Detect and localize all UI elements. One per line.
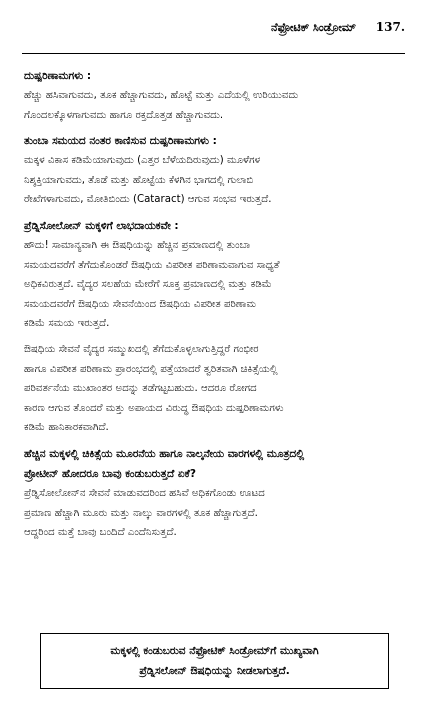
text-line: ಸಮಯದವರೆಗೆ ಔಷಧಿಯ ಸೇವನೆಯಿಂದ ಔಷಧಿಯ ವಿಪರೀತ ಪರಿಣಾಮ xyxy=(24,298,257,310)
main-content xyxy=(24,62,405,549)
text-line: ಆದ್ದರಿಂದ ಮತ್ತೆ ಬಾವು ಬಂದಿದೆ ಎಂದೆನಿಸುತ್ತದೆ. xyxy=(24,527,177,539)
text-line: ಮಕ್ಕಳ ವಿಕಾಸ ಕಡಿಮೆಯಾಗುವುದು (ಎತ್ತರ ಬೆಳೆಯದಿರುವುದು) ಮೂಳೆಗಳ xyxy=(24,155,261,167)
section-heading-long-term-effects: ತುಂಬಾ ಸಮಯದ ನಂತರ ಕಾಣಿಸುವ ದುಷ್ಪರಿಣಾಮಗಳು : xyxy=(24,135,217,148)
paragraph xyxy=(24,484,405,543)
paragraph xyxy=(24,151,405,210)
paragraph xyxy=(24,236,405,334)
paragraph xyxy=(24,86,405,125)
text-line: ಪರಿವರ್ತನೆಯ ಮುಖಾಂತರ ಅದನ್ನು ತಡೆಗಟ್ಟಬಹುದು. ಆದರೂ ರೋಗದ xyxy=(24,383,257,395)
text-line: ಔಷಧಿಯ ಸೇವನೆ ವೈದ್ಯರ ಸಮ್ಮುಖದಲ್ಲಿ ತೆಗೆದುಕೊಳ್ಳಲಾಗುತ್ತಿದ್ದರೆ ಗಂಭೀರ xyxy=(24,343,259,355)
text-line: ಹೌದು! ಸಾಮಾನ್ಯವಾಗಿ ಈ ಔಷಧಿಯನ್ನು ಹೆಚ್ಚಿನ ಪ್ರಮಾಣದಲ್ಲಿ ತುಂಬಾ xyxy=(24,239,251,251)
text-line: ಗೊಂದಲಕ್ಕೊಳಗಾಗುವದು ಹಾಗೂ ರಕ್ತದೊತ್ತಡ ಹೆಚ್ಚಾಗುವದು. xyxy=(24,109,224,121)
text-line: ಅಧಿಕವಿರುತ್ತದೆ. ವೈದ್ಯರ ಸಲಹೆಯ ಮೇರೆಗೆ ಸೂಕ್ತ ಪ್ರಮಾಣದಲ್ಲಿ ಮತ್ತು ಕಡಿಮೆ xyxy=(24,279,272,291)
text-line: ಕಡಿಮೆ ಸಮಯ ಇರುತ್ತದೆ. xyxy=(24,318,110,330)
section-heading-swelling-question: ಹೆಚ್ಚಿನ ಮಕ್ಕಳಲ್ಲಿ ಚಿಕಿತ್ಸೆಯ ಮೂರನೆಯ ಹಾಗೂ ನಾಲ್ಕನೇಯ ವಾರಗಳಲ್ಲಿ ಮೂತ್ರದಲ್ಲಿ xyxy=(24,447,305,460)
text-line: ನಿಶ್ಶಕ್ತಿಯಾಗುವದು, ತೊಡೆ ಮತ್ತು ಹೊಟ್ಟೆಯ ಕೆಳಗಿನ ಭಾಗದಲ್ಲಿ ಗುಲಾಬಿ xyxy=(24,174,254,186)
note-line: ಪ್ರೆಡ್ನಿಸಲೋನ್ ಔಷಧಿಯನ್ನು ನೀಡಲಾಗುತ್ತದೆ. xyxy=(139,665,290,677)
text-line: ಕಡಿಮೆ ಹಾನಿಕಾರಕವಾಗಿದೆ. xyxy=(24,422,109,434)
header-rule xyxy=(22,53,405,54)
running-header xyxy=(271,20,405,35)
note-line: ಮಕ್ಕಳಲ್ಲಿ ಕಂಡುಬರುವ ನೆಫ್ರೋಟಿಕ್ ಸಿಂಡ್ರೋಮ್‌ಗೆ ಮುಖ್ಯವಾಗಿ xyxy=(110,645,319,657)
page-number: 137. xyxy=(375,20,405,34)
text-line: ಪ್ರಮಾಣ ಹೆಚ್ಚಾಗಿ ಮೂರು ಮತ್ತು ನಾಲ್ಕು ವಾರಗಳಲ್ಲಿ ತೂಕ ಹೆಚ್ಚಾಗುತ್ತದೆ. xyxy=(24,507,258,519)
paragraph xyxy=(24,340,405,438)
text-line: ಕಾರಣ ಆಗುವ ತೊಂದರೆ ಮತ್ತು ಅಪಾಯದ ವಿರುದ್ಧ ಔಷಧಿಯ ದುಷ್ಪರಿಣಾಮಗಳು xyxy=(24,402,284,414)
text-line: ಸಮಯದವರೆಗೆ ತೆಗೆದುಕೊಂಡರೆ ಔಷಧಿಯ ವಿಪರೀತ ಪರಿಣಾಮವಾಗುವ ಸಾಧ್ಯತೆ xyxy=(24,259,280,271)
text-line: ಪ್ರೆಡ್ನಿಸೋಲೋನ್‌ನ ಸೇವನೆ ಮಾಡುವದರಿಂದ ಹಸಿವೆ ಅಧಿಕಗೊಂಡು ಊಟದ xyxy=(24,487,265,499)
section-heading-benefit: ಪ್ರೆಡ್ನಿಸೋಲೋನ್ ಮಕ್ಕಳಿಗೆ ಲಾಭದಾಯಕವೇ : xyxy=(24,219,179,232)
text-line: ರೇಖೆಗಳಾಗುವದು, ಮೋತಿಬಿಂದು (Cataract) ಆಗುವ ಸಂಭವ ಇರುತ್ತದೆ. xyxy=(24,194,272,206)
section-heading-side-effects: ದುಷ್ಪರಿಣಾಮಗಳು : xyxy=(24,70,92,82)
header-title: ನೆಫ್ರೋಟಿಕ್ ಸಿಂಡ್ರೋಮ್ xyxy=(271,21,356,34)
text-line: ಹಾಗೂ ವಿಪರೀತ ಪರಿಣಾಮ ಪ್ರಾರಂಭದಲ್ಲಿ ಪತ್ತೆಯಾದರೆ ತ್ವರಿತವಾಗಿ ಚಿಕಿತ್ಸೆಯಲ್ಲಿ xyxy=(24,363,278,375)
text-line: ಹೆಚ್ಚು ಹಸಿವಾಗುವದು, ತೂಕ ಹೆಚ್ಚಾಗುವದು, ಹೊಟ್ಟೆ ಮತ್ತು ಎದೆಯಲ್ಲಿ ಉರಿಯುವದು xyxy=(24,90,299,101)
note-box xyxy=(40,633,389,689)
section-heading-swelling-question-cont: ಪ್ರೋಟೀನ್ ಹೋದರೂ ಬಾವು ಕಂಡುಬರುತ್ತದೆ ಏಕೆ? xyxy=(24,467,196,480)
